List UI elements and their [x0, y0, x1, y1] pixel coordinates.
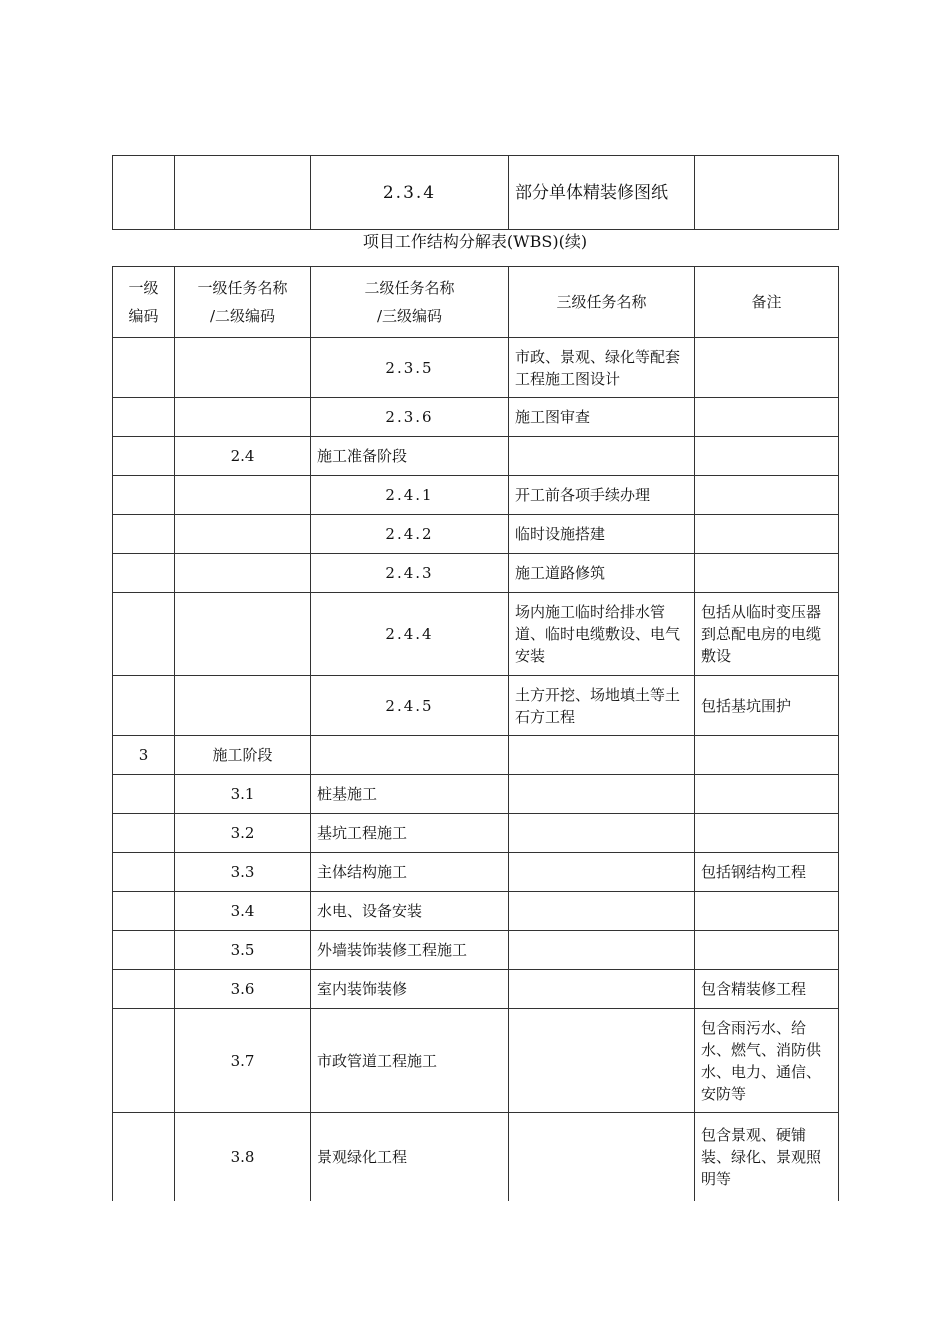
- cell-note: [695, 931, 839, 970]
- cell-level3: 施工准备阶段: [311, 437, 509, 476]
- cell-note: 包含景观、硬铺装、绿化、景观照明等: [695, 1113, 839, 1201]
- cell-note: [695, 398, 839, 437]
- cell-level1: [113, 476, 175, 515]
- cell-level3: 2.4.2: [311, 515, 509, 554]
- cell-level1: [113, 156, 175, 230]
- cell-level2: [175, 476, 311, 515]
- cell-level3: 2.4.3: [311, 554, 509, 593]
- cell-level3-name: [509, 892, 695, 931]
- header-line: /二级编码: [209, 307, 276, 325]
- cell-level3: 景观绿化工程: [311, 1113, 509, 1201]
- cell-level3-name: 临时设施搭建: [509, 515, 695, 554]
- cell-level3-name: 施工道路修筑: [509, 554, 695, 593]
- header-line: 一级: [128, 279, 159, 297]
- cell-level3: 水电、设备安装: [311, 892, 509, 931]
- table-row: [113, 1113, 839, 1201]
- cell-note: [695, 437, 839, 476]
- table-row: [113, 1009, 839, 1113]
- header-note: 备注: [695, 267, 839, 338]
- cell-level1: [113, 398, 175, 437]
- cell-level2: 3.5: [175, 931, 311, 970]
- cell-note: [695, 775, 839, 814]
- cell-level3: 市政管道工程施工: [311, 1009, 509, 1113]
- cell-level1: [113, 554, 175, 593]
- cell-note: 包含雨污水、给水、燃气、消防供水、电力、通信、安防等: [695, 1009, 839, 1113]
- cell-level3: 桩基施工: [311, 775, 509, 814]
- header-row: [113, 267, 839, 338]
- cell-level1: [113, 593, 175, 676]
- cell-level3-code: 2.3.4: [311, 156, 509, 230]
- cell-level3-name: [509, 814, 695, 853]
- cell-level2: [175, 156, 311, 230]
- cell-level3-name: [509, 736, 695, 775]
- table-row: [113, 892, 839, 931]
- cell-level3-name: 施工图审查: [509, 398, 695, 437]
- header-line: 一级任务名称: [197, 279, 288, 297]
- cell-level3-name: 场内施工临时给排水管道、临时电缆敷设、电气安装: [509, 593, 695, 676]
- cell-note: [695, 156, 839, 230]
- cell-level3: 主体结构施工: [311, 853, 509, 892]
- cell-level1: [113, 1113, 175, 1201]
- cell-note: [695, 814, 839, 853]
- cell-level2: [175, 515, 311, 554]
- cell-level1: [113, 338, 175, 398]
- cell-level2: [175, 554, 311, 593]
- cell-level3-name: [509, 853, 695, 892]
- cell-level1: [113, 437, 175, 476]
- cell-level3: 2.3.6: [311, 398, 509, 437]
- table-row: [113, 853, 839, 892]
- table-row: [113, 398, 839, 437]
- table-row: [113, 931, 839, 970]
- cell-level3-name: [509, 775, 695, 814]
- cell-level3-name: [509, 970, 695, 1009]
- cell-level1: [113, 1009, 175, 1113]
- cell-level2: 3.4: [175, 892, 311, 931]
- header-level1-name: [175, 267, 311, 338]
- cell-level1: [113, 892, 175, 931]
- table-row: [113, 515, 839, 554]
- top-table: [112, 155, 839, 230]
- cell-note: [695, 736, 839, 775]
- cell-level3: 外墙装饰装修工程施工: [311, 931, 509, 970]
- cell-level2: [175, 398, 311, 437]
- cell-level2: 3.2: [175, 814, 311, 853]
- cell-note: [695, 476, 839, 515]
- table-caption: 项目工作结构分解表(WBS)(续): [362, 232, 588, 251]
- header-level2-name: [311, 267, 509, 338]
- cell-note: 包括基坑围护: [695, 676, 839, 736]
- header-level3-name: 三级任务名称: [509, 267, 695, 338]
- table-row: [113, 775, 839, 814]
- cell-note: [695, 515, 839, 554]
- cell-level3-name: 部分单体精装修图纸: [509, 156, 695, 230]
- cell-level3-name: 开工前各项手续办理: [509, 476, 695, 515]
- cell-level3-name: 市政、景观、绿化等配套工程施工图设计: [509, 338, 695, 398]
- table-row: [113, 676, 839, 736]
- cell-level2: [175, 338, 311, 398]
- cell-note: 包括从临时变压器到总配电房的电缆敷设: [695, 593, 839, 676]
- cell-level3: 室内装饰装修: [311, 970, 509, 1009]
- cell-note: [695, 554, 839, 593]
- table-row: [113, 156, 839, 230]
- cell-level2: 3.3: [175, 853, 311, 892]
- table-row: [113, 554, 839, 593]
- cell-level1: [113, 775, 175, 814]
- cell-level2: 3.6: [175, 970, 311, 1009]
- table-row: [113, 338, 839, 398]
- cell-note: [695, 338, 839, 398]
- cell-note: 包括钢结构工程: [695, 853, 839, 892]
- cell-level1: [113, 515, 175, 554]
- table-row: [113, 970, 839, 1009]
- cell-level2: 3.1: [175, 775, 311, 814]
- header-line: 编码: [128, 307, 159, 325]
- header-line: /三级编码: [376, 307, 443, 325]
- cell-level3-name: [509, 437, 695, 476]
- cell-level3-name: 土方开挖、场地填土等土石方工程: [509, 676, 695, 736]
- cell-level2: 3.7: [175, 1009, 311, 1113]
- cell-level1: [113, 970, 175, 1009]
- cell-level3: 基坑工程施工: [311, 814, 509, 853]
- cell-level2: 2.4: [175, 437, 311, 476]
- cell-level2: 施工阶段: [175, 736, 311, 775]
- table-row: [113, 476, 839, 515]
- header-line: 二级任务名称: [364, 279, 455, 297]
- cell-level2: 3.8: [175, 1113, 311, 1201]
- cell-level3: 2.3.5: [311, 338, 509, 398]
- cell-level1: [113, 931, 175, 970]
- cell-level3: 2.4.1: [311, 476, 509, 515]
- wbs-table: [112, 266, 839, 1201]
- table-row: [113, 814, 839, 853]
- cell-note: [695, 892, 839, 931]
- cell-level1: 3: [113, 736, 175, 775]
- cell-level3-name: [509, 1113, 695, 1201]
- cell-level1: [113, 814, 175, 853]
- cell-note: 包含精装修工程: [695, 970, 839, 1009]
- cell-level3: 2.4.5: [311, 676, 509, 736]
- table-row: [113, 437, 839, 476]
- cell-level1: [113, 853, 175, 892]
- cell-level2: [175, 676, 311, 736]
- cell-level3-name: [509, 931, 695, 970]
- cell-level3-name: [509, 1009, 695, 1113]
- cell-level2: [175, 593, 311, 676]
- table-row: [113, 593, 839, 676]
- cell-level1: [113, 676, 175, 736]
- header-level1-code: [113, 267, 175, 338]
- table-row: [113, 736, 839, 775]
- cell-level3: 2.4.4: [311, 593, 509, 676]
- cell-level3: [311, 736, 509, 775]
